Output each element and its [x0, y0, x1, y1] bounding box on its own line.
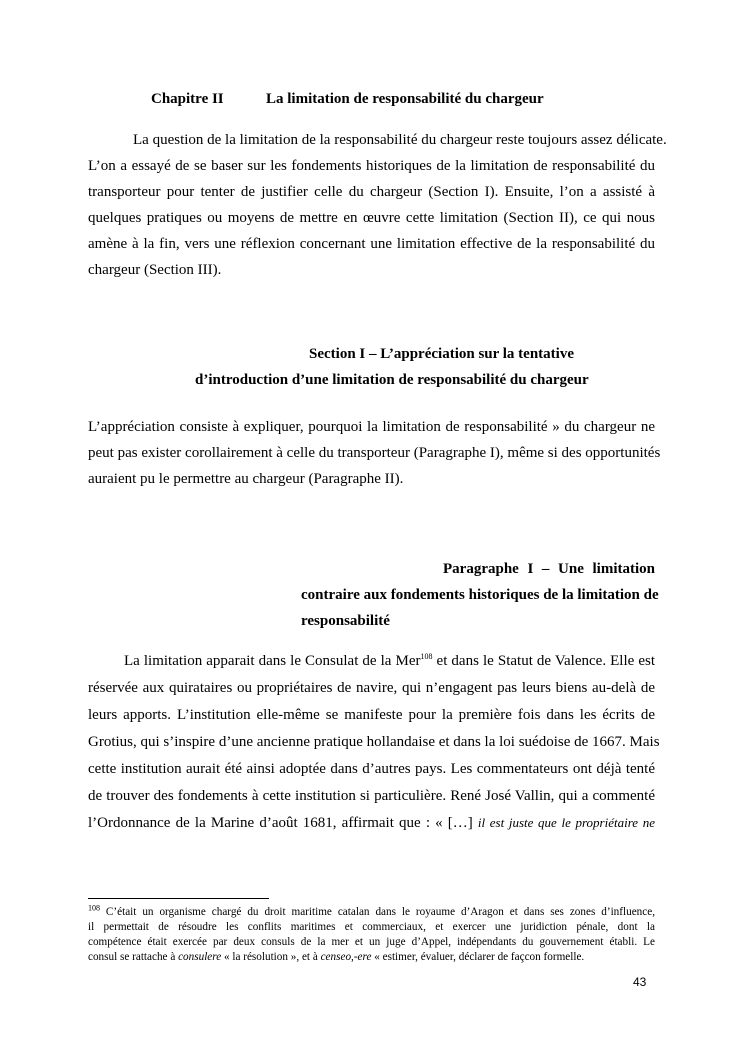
paragraph1-italic-text: il est juste que le propriétaire ne	[477, 815, 655, 830]
chapter-title: La limitation de responsabilité du chargeur	[266, 91, 544, 107]
paragraph1-line: réservée aux quirataires ou propriétaires de navire, qui n’engagent pas leurs biens au-delà de	[88, 680, 655, 696]
paragraph-heading-line3: responsabilité	[301, 613, 390, 629]
paragraph1-line: leurs apports. L’institution elle-même se manifeste pour la première fois dans les écrits de	[88, 707, 655, 723]
footnote-separator	[88, 898, 269, 899]
intro-line: quelques pratiques ou moyens de mettre en œuvre cette limitation (Section II), ce qui nous	[88, 210, 655, 226]
intro-line: La question de la limitation de la responsabilité du chargeur reste toujours assez délicate.	[133, 132, 667, 148]
intro-line: transporteur pour tenter de justifier celle du chargeur (Section I). Ensuite, l’on a assisté à	[88, 184, 655, 200]
footnote-line	[88, 905, 655, 921]
section1-line: L’appréciation consiste à expliquer, pourquoi la limitation de responsabilité » du chargeur ne	[88, 419, 655, 435]
section-heading-line2: d’introduction d’une limitation de responsabilité du chargeur	[195, 372, 589, 388]
section-heading-line1: Section I – L’appréciation sur la tentative	[309, 346, 574, 362]
paragraph-heading-line2: contraire aux fondements historiques de la limitation de	[301, 587, 659, 603]
footnote-line: il permettait de résoudre les conflits maritimes et commerciaux, et exercer une juridiction pénale, dont la	[88, 921, 655, 933]
footnote-text: « estimer, évaluer, déclarer de façcon formelle.	[371, 951, 585, 963]
page-number: 43	[633, 975, 647, 989]
section1-line: auraient pu le permettre au chargeur (Paragraphe II).	[88, 471, 404, 487]
footnote-text: C’était un organisme chargé du droit maritime catalan dans le royaume d’Aragon et dans ses zones d’influence,	[100, 906, 655, 918]
chapter-label: Chapitre II	[151, 91, 224, 107]
section1-line: peut pas exister corollairement à celle du transporteur (Paragraphe I), même si des opportunités	[88, 445, 661, 461]
footnote-text: consul se rattache à	[88, 951, 179, 963]
footnote-line: compétence était exercée par deux consuls de la mer et un juge d’Appel, indépendants du gouvernement établi. Le	[88, 936, 655, 948]
paragraph1-text: et dans le Statut de Valence. Elle est	[432, 653, 655, 669]
footnote-text: « la résolution », et à	[221, 951, 321, 963]
paragraph-heading-line1: Paragraphe I – Une limitation	[443, 561, 655, 577]
paragraph1-line: cette institution aurait été ainsi adoptée dans d’autres pays. Les commentateurs ont déjà tenté	[88, 761, 655, 777]
paragraph1-line: de trouver des fondements à cette institution si particulière. René José Vallin, qui a commenté	[88, 788, 655, 804]
paragraph1-line: Grotius, qui s’inspire d’une ancienne pratique hollandaise et dans la loi suédoise de 1667. Mais	[88, 734, 660, 750]
paragraph1-text: La limitation apparait dans le Consulat de la Mer	[124, 653, 421, 669]
intro-line: L’on a essayé de se baser sur les fondements historiques de la limitation de responsabilité du	[88, 158, 655, 174]
intro-line: amène à la fin, vers une réflexion concernant une limitation effective de la responsabilité du	[88, 236, 655, 252]
intro-line: chargeur (Section III).	[88, 262, 222, 278]
paragraph1-text: l’Ordonnance de la Marine d’août 1681, affirmait que : « […]	[88, 815, 478, 831]
footnote-reference: 108	[420, 652, 433, 661]
footnote-italic-text: consulere	[178, 951, 222, 963]
footnote-number: 108	[88, 903, 100, 913]
footnote-line	[88, 950, 655, 966]
paragraph1-line	[124, 651, 655, 671]
paragraph1-line	[88, 813, 655, 833]
footnote-italic-text: censeo,-ere	[320, 951, 372, 963]
